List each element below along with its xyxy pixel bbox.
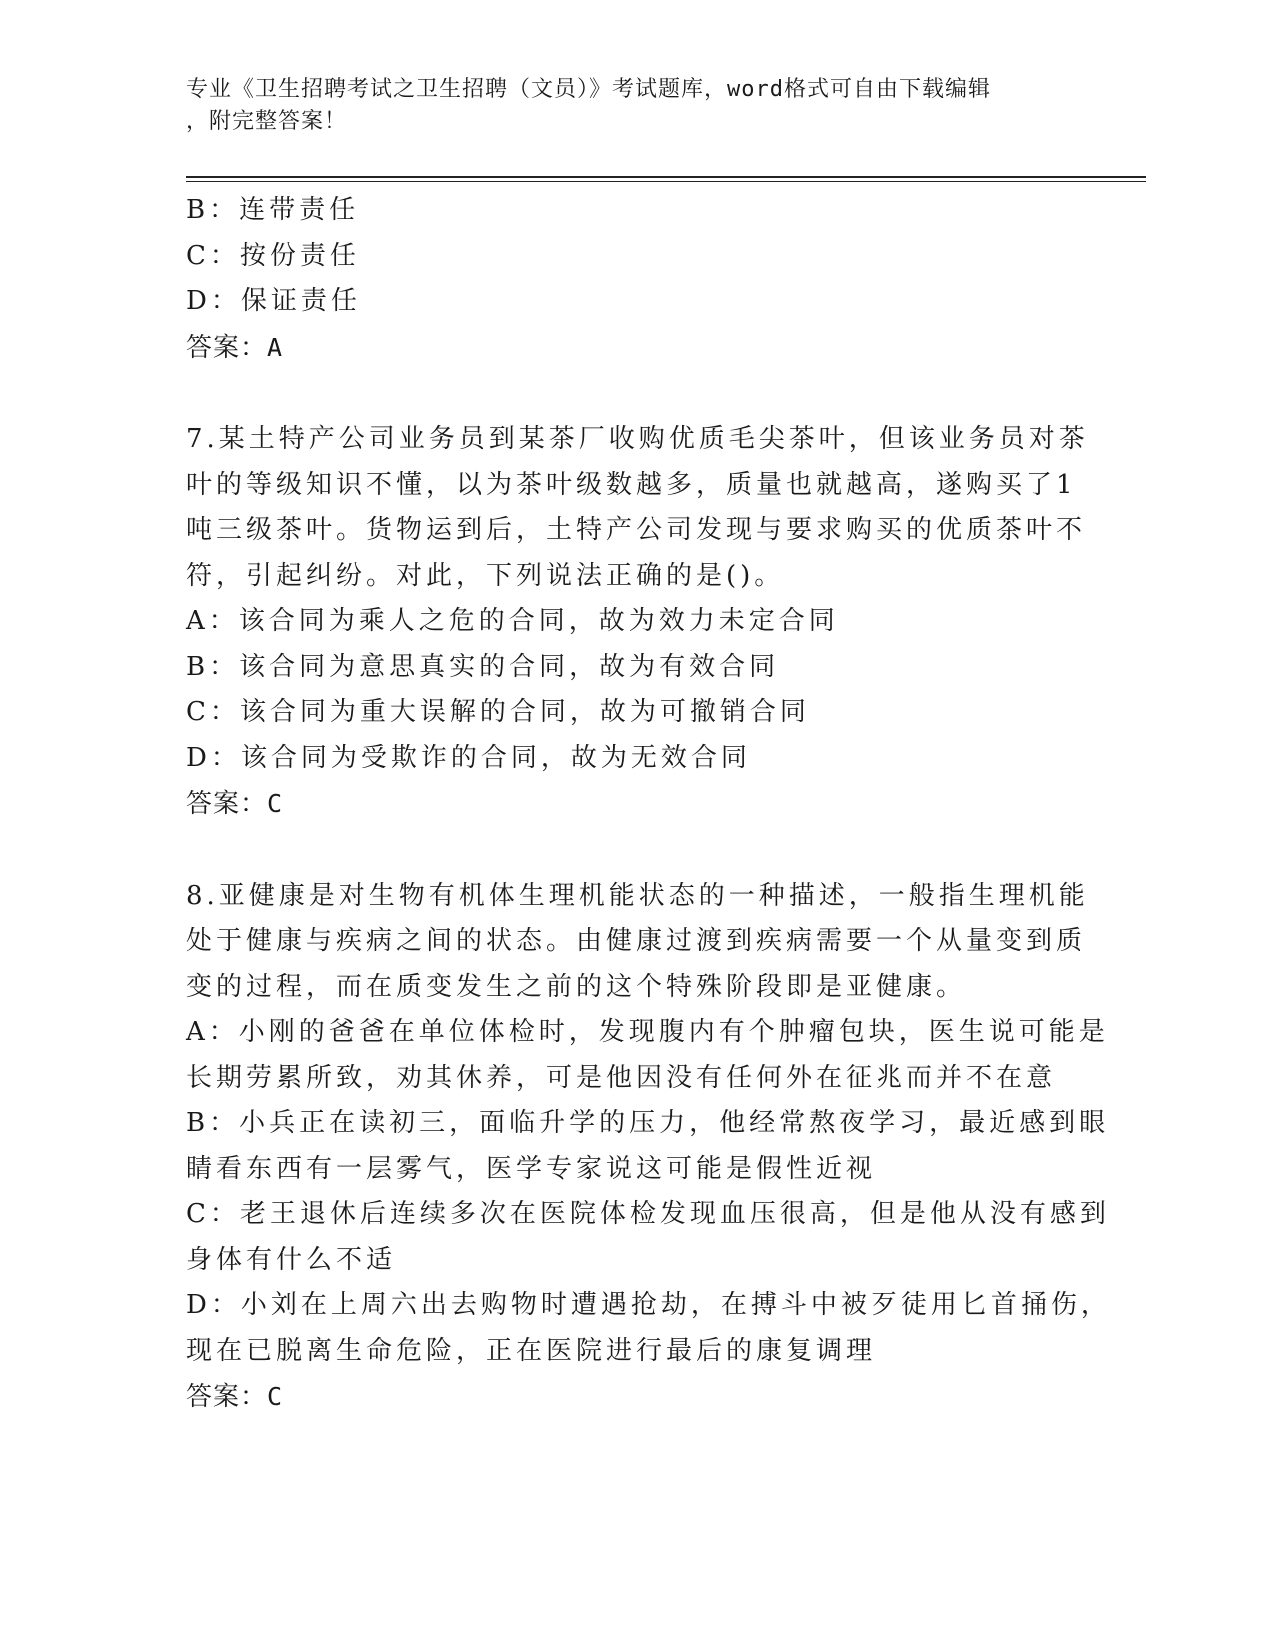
question-stem-line: 吨三级茶叶。货物运到后，土特产公司发现与要求购买的优质茶叶不 [186,515,1087,545]
option-a: A：该合同为乘人之危的合同，故为效力未定合同 [186,606,839,636]
option-d-line: D：小刘在上周六出去购物时遭遇抢劫，在搏斗中被歹徒用匕首捅伤， [186,1290,1111,1320]
option-d: D：该合同为受欺诈的合同，故为无效合同 [186,742,751,773]
header-rule-thick [186,176,1146,178]
header-line-2: ，附完整答案！ [186,109,348,134]
answer-value: C [267,1382,284,1411]
option-b-line: 睛看东西有一层雾气，医学专家说这可能是假性近视 [186,1153,877,1184]
option-c: C：按份责任 [186,240,360,271]
answer-line [186,1374,1086,1421]
question-6 [186,188,1086,371]
option-d: D：保证责任 [186,286,361,316]
option-b: B：连带责任 [186,195,360,225]
header-rule-thin [186,181,1146,182]
question-stem-line: 8.亚健康是对生物有机体生理机能状态的一种描述，一般指生理机能 [186,880,1089,911]
answer-value: C [267,789,284,818]
question-stem-line: 7.某土特产公司业务员到某茶厂收购优质毛尖茶叶，但该业务员对茶 [186,424,1089,454]
option-a-line: 长期劳累所致，劝其休养，可是他因没有任何外在征兆而并不在意 [186,1062,1057,1093]
option-c: C：该合同为重大误解的合同，故为可撤销合同 [186,697,810,727]
answer-line [186,325,1086,372]
answer-value: A [267,332,284,362]
question-8 [186,874,1111,1421]
answer-label: 答案： [186,789,268,819]
answer-label: 答案： [186,1382,268,1412]
option-b: B：该合同为意思真实的合同，故为有效合同 [186,651,780,682]
document-body [186,188,1111,1421]
option-c-line: 身体有什么不适 [186,1244,397,1275]
option-a-line: A：小刚的爸爸在单位体检时，发现腹内有个肿瘤包块，医生说可能是 [186,1017,1109,1047]
option-c-line: C：老王退休后连续多次在医院体检发现血压很高，但是他从没有感到 [186,1199,1110,1229]
question-stem-line: 处于健康与疾病之间的状态。由健康过渡到疾病需要一个从量变到质 [186,926,1087,956]
option-b-line: B：小兵正在读初三，面临升学的压力，他经常熬夜学习，最近感到眼 [186,1108,1110,1138]
answer-line [186,781,1086,828]
question-7 [186,417,1089,828]
option-d-line: 现在已脱离生命危险，正在医院进行最后的康复调理 [186,1335,877,1366]
question-stem-line: 变的过程，而在质变发生之前的这个特殊阶段即是亚健康。 [186,971,967,1002]
header-line-1: 专业《卫生招聘考试之卫生招聘（文员）》考试题库，word格式可自由下载编辑 [186,77,991,102]
answer-label: 答案： [186,332,268,363]
question-stem-line: 叶的等级知识不懂，以为茶叶级数越多，质量也就越高，遂购买了1 [186,469,1077,500]
document-header [186,74,1066,138]
question-stem-line: 符，引起纠纷。对此，下列说法正确的是()。 [186,560,785,591]
